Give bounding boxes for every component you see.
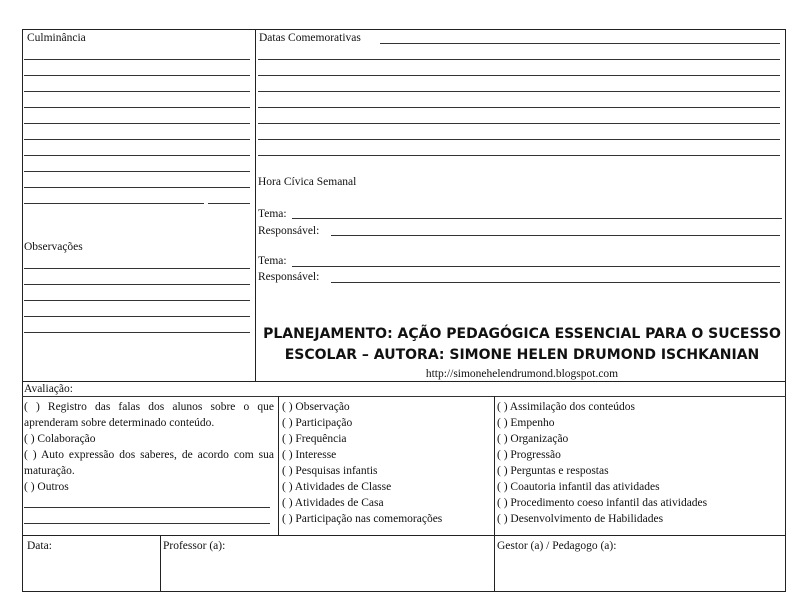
responsavel-label: Responsável: xyxy=(258,225,320,237)
writing-line[interactable] xyxy=(24,187,250,188)
culminancia-label: Culminância xyxy=(27,32,86,44)
eval-option-assimilacao[interactable]: ( ) Assimilação dos conteúdos xyxy=(497,401,635,413)
writing-line[interactable] xyxy=(24,59,250,60)
writing-line[interactable] xyxy=(24,284,250,285)
eval-option-colaboracao[interactable]: ( ) Colaboração xyxy=(24,433,96,445)
responsavel-input-line[interactable] xyxy=(331,235,780,236)
datas-comemorativas-label: Datas Comemorativas xyxy=(259,32,361,44)
writing-line[interactable] xyxy=(258,155,780,156)
tema-label: Tema: xyxy=(258,255,287,267)
writing-line[interactable] xyxy=(380,43,780,44)
writing-line[interactable] xyxy=(258,139,780,140)
eval-option-atividades-casa[interactable]: ( ) Atividades de Casa xyxy=(282,497,384,509)
tema-input-line[interactable] xyxy=(292,266,780,267)
document-title-line-1: PLANEJAMENTO: AÇÃO PEDAGÓGICA ESSENCIAL PARA O SUCESSO xyxy=(263,326,781,342)
eval-option-procedimento[interactable]: ( ) Procedimento coeso infantil das atividades xyxy=(497,497,708,509)
writing-line[interactable] xyxy=(24,91,250,92)
avaliacao-label: Avaliação: xyxy=(24,383,73,395)
eval-option-auto-expressao[interactable]: ( ) Auto expressão dos saberes, de acordo com sua maturação. xyxy=(24,449,274,477)
eval-option-registro-falas[interactable]: ( ) Registro das falas dos alunos sobre o que aprenderam sobre determinado conteúdo. xyxy=(24,401,274,429)
writing-line[interactable] xyxy=(24,123,250,124)
writing-line[interactable] xyxy=(24,107,250,108)
writing-line[interactable] xyxy=(24,171,250,172)
eval-divider-2 xyxy=(494,396,495,536)
evaluation-header-rule xyxy=(22,396,786,397)
eval-option-interesse[interactable]: ( ) Interesse xyxy=(282,449,337,461)
eval-option-empenho[interactable]: ( ) Empenho xyxy=(497,417,555,429)
eval-option-frequencia[interactable]: ( ) Frequência xyxy=(282,433,347,445)
blog-url[interactable]: http://simonehelendrumond.blogspot.com xyxy=(425,368,619,380)
gestor-field[interactable] xyxy=(495,554,785,590)
eval-option-organizacao[interactable]: ( ) Organização xyxy=(497,433,569,445)
eval-option-observacao[interactable]: ( ) Observação xyxy=(282,401,350,413)
writing-line[interactable] xyxy=(24,316,250,317)
responsavel-label: Responsável: xyxy=(258,271,320,283)
eval-option-coautoria[interactable]: ( ) Coautoria infantil das atividades xyxy=(497,481,660,493)
outros-writing-line[interactable] xyxy=(24,507,270,508)
writing-line[interactable] xyxy=(24,268,250,269)
responsavel-input-line[interactable] xyxy=(331,282,780,283)
writing-line[interactable] xyxy=(24,332,250,333)
tema-input-line[interactable] xyxy=(292,218,782,219)
eval-option-progressao[interactable]: ( ) Progressão xyxy=(497,449,561,461)
gestor-field-label: Gestor (a) / Pedagogo (a): xyxy=(497,540,617,552)
professor-field[interactable] xyxy=(161,554,493,590)
writing-line[interactable] xyxy=(24,203,204,204)
eval-option-pesquisas[interactable]: ( ) Pesquisas infantis xyxy=(282,465,378,477)
writing-line[interactable] xyxy=(258,107,780,108)
eval-option-participacao[interactable]: ( ) Participação xyxy=(282,417,353,429)
writing-line[interactable] xyxy=(258,123,780,124)
eval-option-participacao-comemoracoes[interactable]: ( ) Participação nas comemorações xyxy=(282,513,443,525)
eval-option-desenvolvimento[interactable]: ( ) Desenvolvimento de Habilidades xyxy=(497,513,664,525)
writing-line[interactable] xyxy=(258,91,780,92)
tema-label: Tema: xyxy=(258,208,287,220)
writing-line[interactable] xyxy=(24,139,250,140)
professor-field-label: Professor (a): xyxy=(163,540,226,552)
writing-line[interactable] xyxy=(24,300,250,301)
writing-line[interactable] xyxy=(24,75,250,76)
data-field[interactable] xyxy=(23,554,159,590)
hora-civica-label: Hora Cívica Semanal xyxy=(258,176,357,188)
eval-divider-1 xyxy=(278,396,279,536)
outros-writing-line[interactable] xyxy=(24,523,270,524)
document-title-line-2: ESCOLAR – AUTORA: SIMONE HELEN DRUMOND ISCHKANIAN xyxy=(284,347,760,363)
eval-option-perguntas[interactable]: ( ) Perguntas e respostas xyxy=(497,465,609,477)
writing-line[interactable] xyxy=(208,203,250,204)
data-field-label: Data: xyxy=(27,540,52,552)
writing-line[interactable] xyxy=(24,155,250,156)
eval-option-outros[interactable]: ( ) Outros xyxy=(24,481,69,493)
top-column-divider xyxy=(255,29,256,382)
observacoes-label: Observações xyxy=(24,241,83,253)
writing-line[interactable] xyxy=(258,59,780,60)
eval-option-atividades-classe[interactable]: ( ) Atividades de Classe xyxy=(282,481,392,493)
writing-line[interactable] xyxy=(258,75,780,76)
